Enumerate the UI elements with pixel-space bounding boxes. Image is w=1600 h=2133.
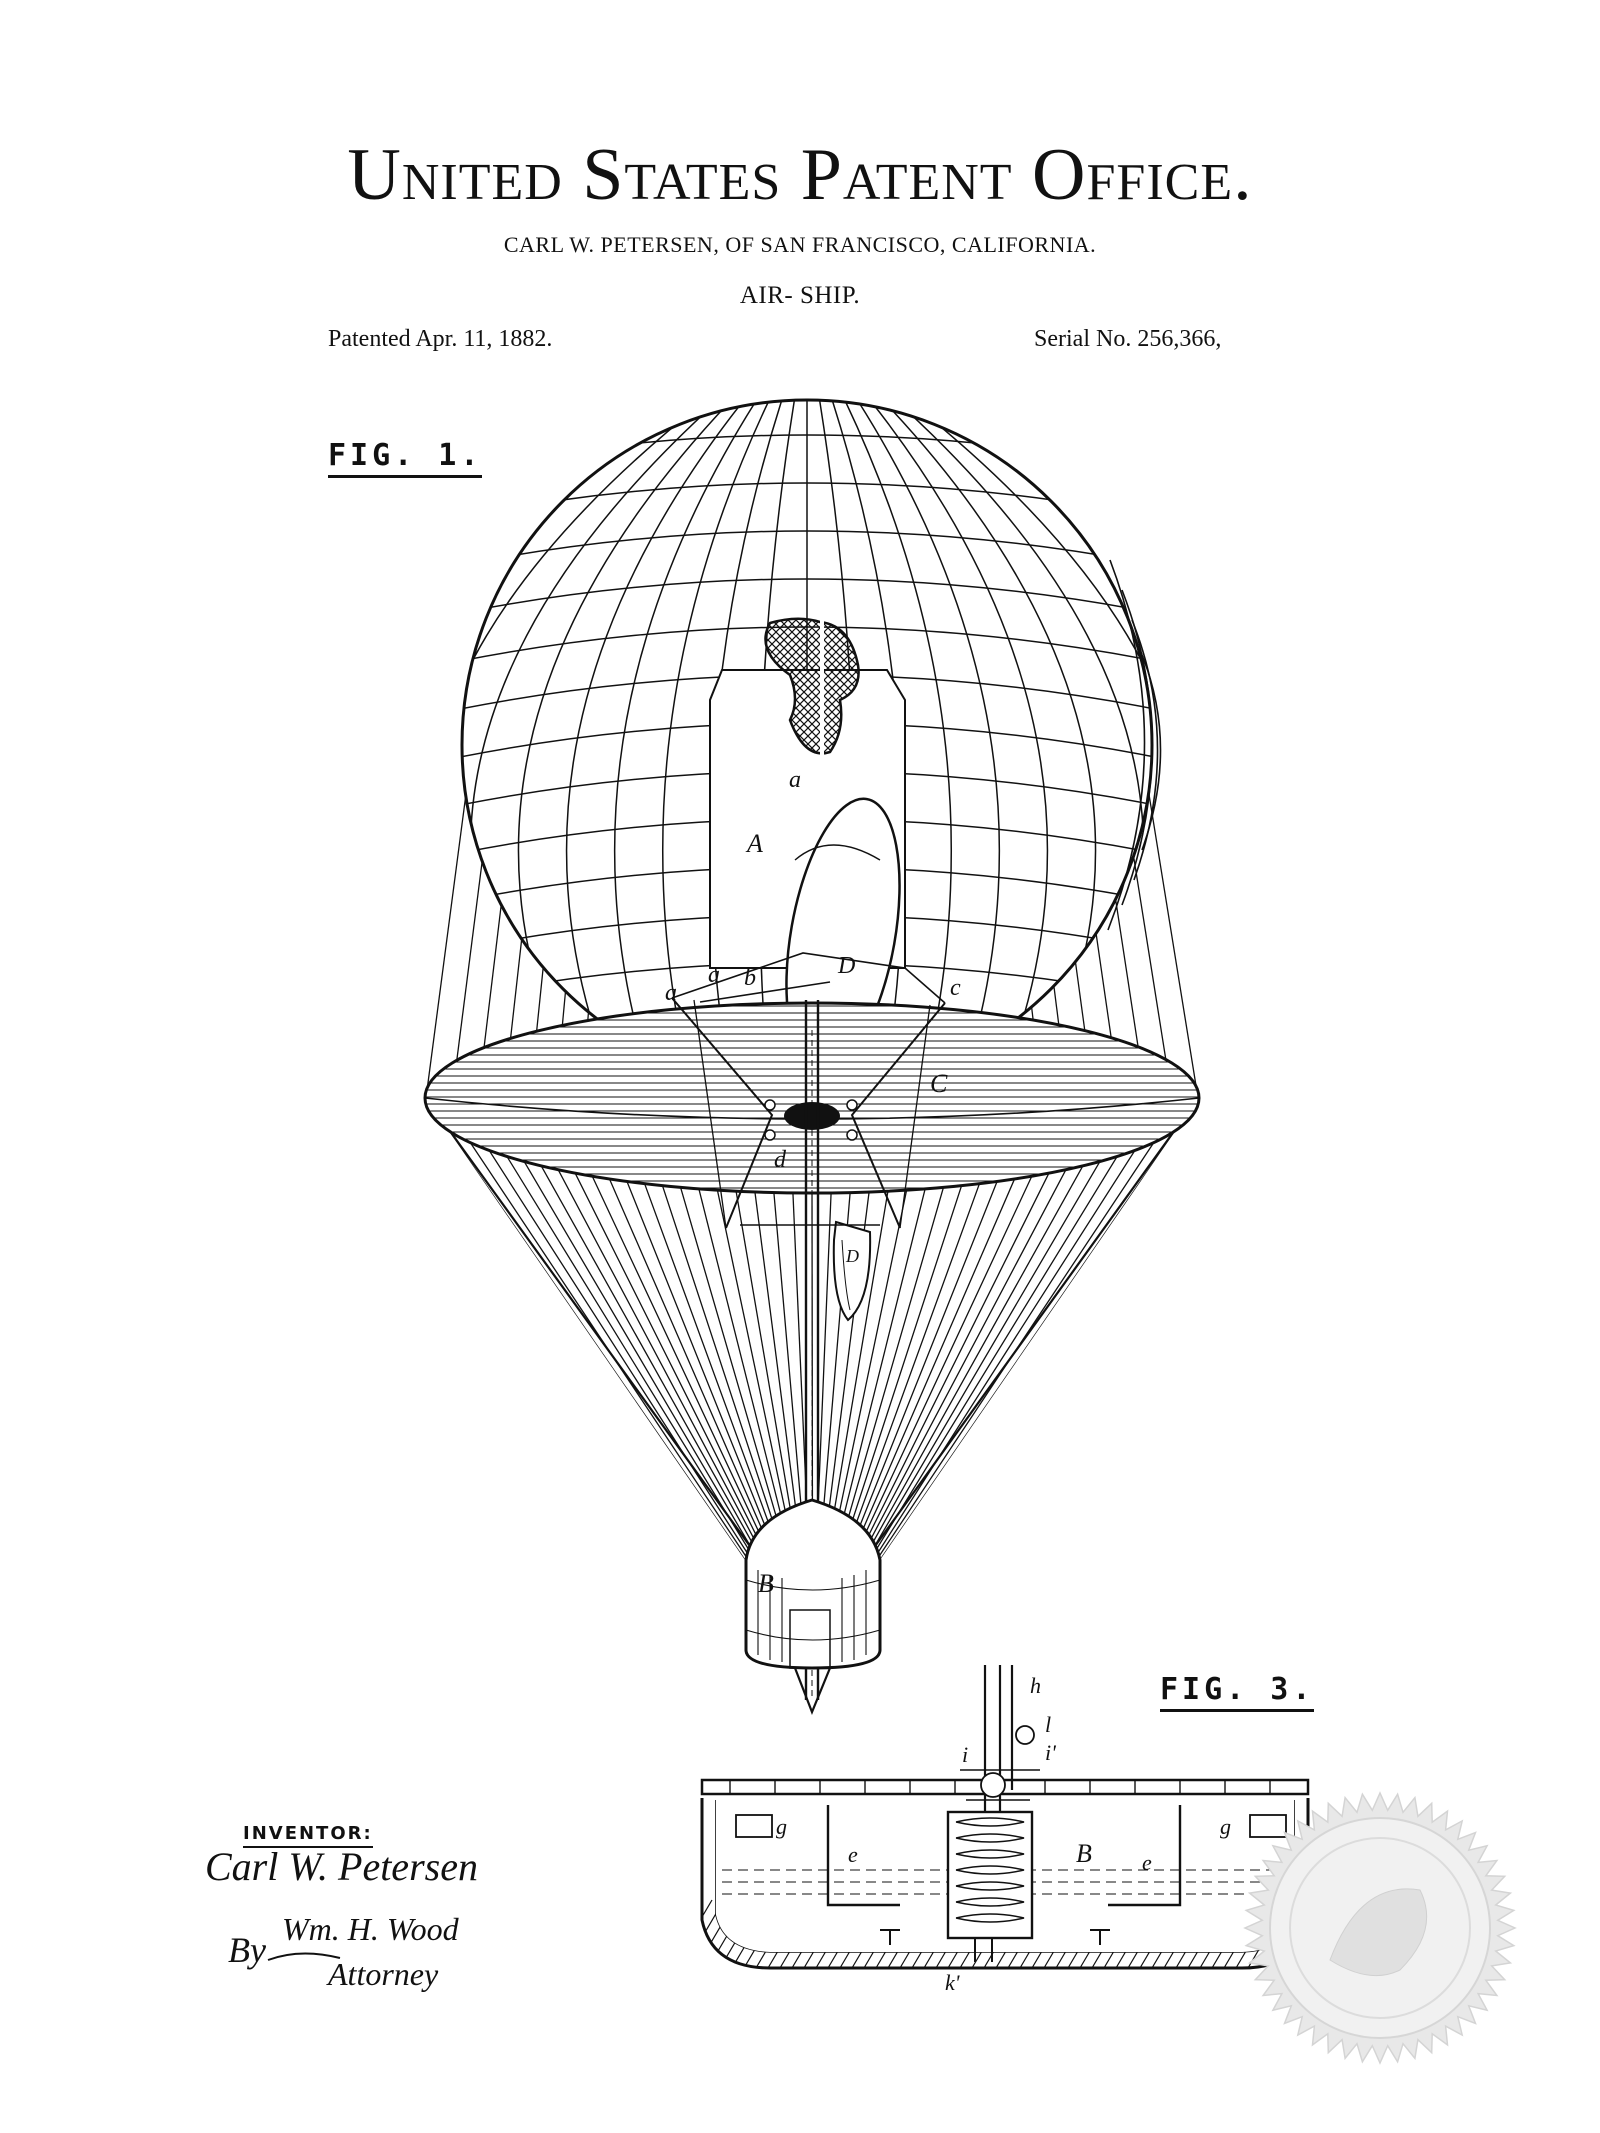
callout-h: h (1030, 1673, 1041, 1698)
cone-line (600, 1156, 776, 1560)
serial-number: Serial No. 256,366, (1034, 326, 1222, 352)
hull-hatch-line (660, 1900, 700, 1968)
patent-seal (1245, 1793, 1515, 2063)
callout-k-prime: k' (945, 1970, 960, 1995)
cone-line (580, 1151, 772, 1560)
callout-D-low: D (846, 1246, 859, 1266)
cone-line (846, 1162, 1005, 1560)
cone-line (561, 1145, 769, 1560)
callout-b: b (744, 965, 756, 991)
callout-C: C (930, 1069, 948, 1098)
cone-line (853, 1151, 1044, 1560)
callout-i: i (962, 1742, 969, 1767)
callout-B-fig3: B (1076, 1839, 1092, 1868)
callout-a-mid: a (708, 962, 720, 988)
attorney-role: Attorney (328, 1956, 439, 1992)
callout-i-prime: i' (1045, 1740, 1056, 1765)
callout-A: A (747, 829, 763, 858)
rudder-D (834, 1222, 870, 1320)
callout-B: B (758, 1569, 774, 1598)
callout-e-right: e (1142, 1850, 1152, 1875)
fig1-drawing (420, 400, 1205, 1712)
callout-e-left: e (848, 1842, 858, 1867)
attorney-signature: Wm. H. Wood (282, 1911, 459, 1947)
signature-block (205, 1844, 478, 1992)
cone-line (677, 1175, 789, 1560)
callout-g-left: g (776, 1814, 787, 1839)
fig3-label: FIG. 3. (1160, 1672, 1314, 1712)
cone-line (619, 1162, 779, 1560)
signature-by: By (228, 1930, 266, 1970)
callout-a-left: a (665, 980, 677, 1006)
cone-line (860, 1139, 1082, 1560)
cone-line (856, 1145, 1063, 1560)
hull-hatch-line (612, 1900, 652, 1968)
inventor-label: INVENTOR: (243, 1823, 373, 1848)
inventor-signature: Carl W. Petersen (205, 1844, 478, 1889)
office-title: United States Patent Office. (347, 134, 1253, 216)
hull-hatch-line (636, 1900, 676, 1968)
hull-hatch-line (648, 1900, 688, 1968)
callout-g-right: g (1220, 1814, 1231, 1839)
inventor-line: CARL W. PETERSEN, OF SAN FRANCISCO, CALIFORNIA. (503, 232, 1097, 257)
cone-line (542, 1139, 765, 1560)
fig1-label: FIG. 1. (328, 438, 482, 478)
callout-a-top: a (789, 767, 801, 793)
suspension-line (426, 763, 470, 1098)
hull-hatch-line (624, 1900, 664, 1968)
cone-line (850, 1156, 1025, 1560)
cone-line (523, 1132, 762, 1560)
callout-d: d (774, 1147, 786, 1173)
patent-date: Patented Apr. 11, 1882. (328, 326, 553, 352)
patent-subject: AIR- SHIP. (739, 282, 861, 309)
cone-line (863, 1132, 1101, 1560)
callout-l: l (1045, 1712, 1052, 1737)
hull-hatch-line (600, 1900, 640, 1968)
callout-D: D (838, 953, 856, 979)
callout-c: c (950, 975, 961, 1001)
